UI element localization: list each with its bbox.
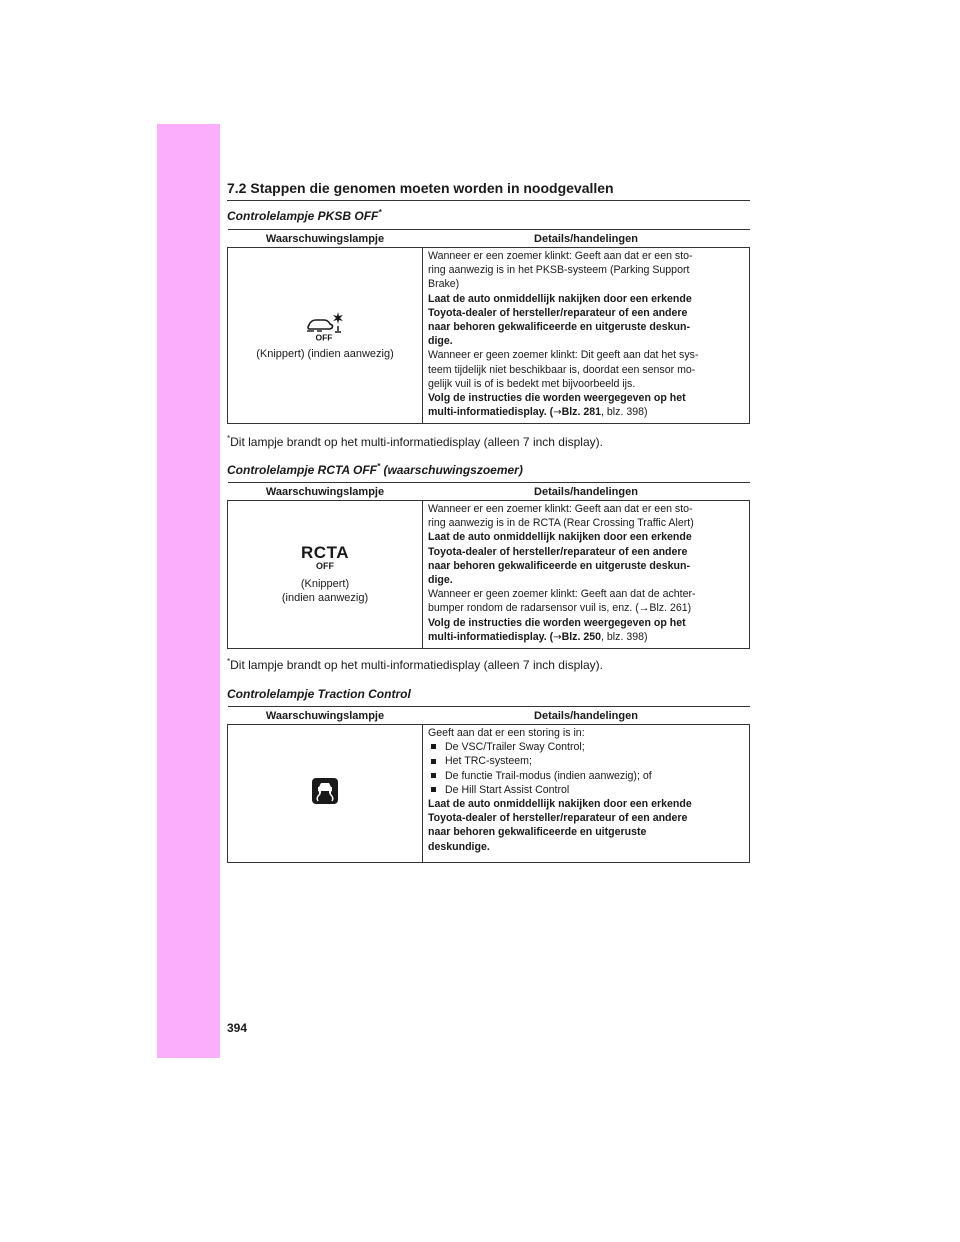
traction-details bbox=[423, 725, 750, 863]
col-header-warning-light: Waarschuwingslampje bbox=[228, 707, 423, 725]
page-number: 394 bbox=[227, 1021, 248, 1035]
page-reference-line: multi-informatiedisplay. (→Blz. 281, blz. 398) bbox=[428, 406, 648, 419]
rcta-icon-cell bbox=[228, 501, 423, 649]
rcta-icon-caption-2: (indien aanwezig) bbox=[281, 592, 369, 605]
pksb-subtitle: Controlelampje PKSB OFF* bbox=[227, 208, 382, 223]
detail-line: Wanneer er geen zoemer klinkt: Dit geeft aan dat het sys- bbox=[428, 349, 699, 362]
detail-line: naar behoren gekwalificeerde en uitgeruste deskun- bbox=[428, 559, 690, 572]
table-row bbox=[228, 501, 750, 649]
detail-line: naar behoren gekwalificeerde en uitgeruste deskun- bbox=[428, 321, 690, 334]
detail-line: gelijk vuil is of is bedekt met bijvoorbeeld ijs. bbox=[428, 377, 636, 390]
detail-line: bumper rondom de radarsensor vuil is, enz. (→Blz. 261) bbox=[428, 602, 692, 615]
detail-line: Toyota-dealer of hersteller/reparateur of een andere bbox=[428, 545, 688, 558]
pksb-icon-caption: (Knippert) (indien aanwezig) bbox=[256, 347, 394, 360]
table-header-row bbox=[228, 707, 750, 725]
col-header-details: Details/handelingen bbox=[423, 707, 750, 725]
pksb-details bbox=[423, 248, 750, 424]
detail-line: ring aanwezig is in het PKSB-systeem (Parking Support bbox=[428, 264, 690, 277]
detail-line: deskundige. bbox=[428, 840, 490, 853]
detail-line: ring aanwezig is in de RCTA (Rear Crossing Traffic Alert) bbox=[428, 517, 694, 530]
rcta-icon-caption-1: (Knippert) bbox=[300, 578, 350, 591]
detail-line: Wanneer er een zoemer klinkt: Geeft aan dat er een sto- bbox=[428, 503, 693, 515]
page-reference-link[interactable]: Blz. 281 bbox=[561, 406, 602, 419]
pksb-icon-cell bbox=[228, 248, 423, 424]
bullet-square-icon bbox=[431, 787, 436, 792]
detail-line: Laat de auto onmiddellijk nakijken door een erkende bbox=[428, 292, 692, 305]
svg-text:OFF: OFF bbox=[315, 332, 333, 341]
rcta-footnote: *Dit lampje brandt op het multi-informatiedisplay (alleen 7 inch display). bbox=[227, 657, 603, 672]
rcta-off-icon: RCTA OFF bbox=[301, 543, 349, 572]
detail-line: Toyota-dealer of hersteller/reparateur of een andere bbox=[428, 812, 688, 825]
bullet-square-icon bbox=[431, 773, 436, 778]
page-reference-line: multi-informatiedisplay. (→Blz. 250, blz. 398) bbox=[428, 630, 648, 643]
list-item: De functie Trail-modus (indien aanwezig); of bbox=[428, 769, 743, 783]
detail-line: naar behoren gekwalificeerde en uitgeruste bbox=[428, 826, 647, 839]
bullet-square-icon bbox=[431, 744, 436, 749]
table-row bbox=[228, 725, 750, 863]
traction-control-skid-icon bbox=[312, 778, 338, 804]
detail-line: Volg de instructies die worden weergegeven op het bbox=[428, 392, 686, 405]
detail-line: Volg de instructies die worden weergegeven op het bbox=[428, 616, 686, 629]
detail-line: Wanneer er geen zoemer klinkt: Geeft aan dat de achter- bbox=[428, 588, 696, 601]
list-item: De VSC/Trailer Sway Control; bbox=[428, 740, 743, 754]
arrow-icon: → bbox=[553, 407, 562, 419]
chapter-side-band bbox=[157, 124, 220, 1058]
detail-line: Laat de auto onmiddellijk nakijken door een erkende bbox=[428, 531, 692, 544]
rcta-subtitle: Controlelampje RCTA OFF* (waarschuwingszoemer) bbox=[227, 462, 523, 477]
detail-line: Geeft aan dat er een storing is in: bbox=[428, 727, 585, 739]
traction-table bbox=[227, 706, 750, 863]
detail-line: Brake) bbox=[428, 278, 460, 291]
pksb-footnote: *Dit lampje brandt op het multi-informatiedisplay (alleen 7 inch display). bbox=[227, 434, 603, 449]
section-header bbox=[227, 178, 750, 201]
detail-line: Laat de auto onmiddellijk nakijken door een erkende bbox=[428, 798, 692, 811]
page-reference-link[interactable]: Blz. 250 bbox=[561, 630, 602, 643]
traction-subtitle: Controlelampje Traction Control bbox=[227, 687, 411, 701]
detail-line: teem tijdelijk niet beschikbaar is, doordat een sensor mo- bbox=[428, 363, 696, 376]
col-header-warning-light: Waarschuwingslampje bbox=[228, 230, 423, 248]
detail-line: Toyota-dealer of hersteller/reparateur of een andere bbox=[428, 306, 688, 319]
bullet-square-icon bbox=[431, 759, 436, 764]
col-header-warning-light: Waarschuwingslampje bbox=[228, 483, 423, 501]
table-row bbox=[228, 248, 750, 424]
detail-line: Wanneer er een zoemer klinkt: Geeft aan dat er een sto- bbox=[428, 250, 693, 262]
rcta-table bbox=[227, 482, 750, 649]
traction-icon-cell bbox=[228, 725, 423, 863]
list-item: De Hill Start Assist Control bbox=[428, 783, 743, 797]
table-header-row bbox=[228, 483, 750, 501]
table-header-row bbox=[228, 230, 750, 248]
pksb-off-warning-icon bbox=[305, 311, 345, 341]
detail-line: dige. bbox=[428, 574, 453, 587]
arrow-icon: → bbox=[553, 631, 562, 643]
pksb-table bbox=[227, 229, 750, 424]
rcta-details bbox=[423, 501, 750, 649]
col-header-details: Details/handelingen bbox=[423, 483, 750, 501]
list-item: Het TRC-systeem; bbox=[428, 754, 743, 768]
section-title: 7.2 Stappen die genomen moeten worden in noodgevallen bbox=[227, 180, 614, 196]
col-header-details: Details/handelingen bbox=[423, 230, 750, 248]
detail-line: dige. bbox=[428, 335, 453, 348]
